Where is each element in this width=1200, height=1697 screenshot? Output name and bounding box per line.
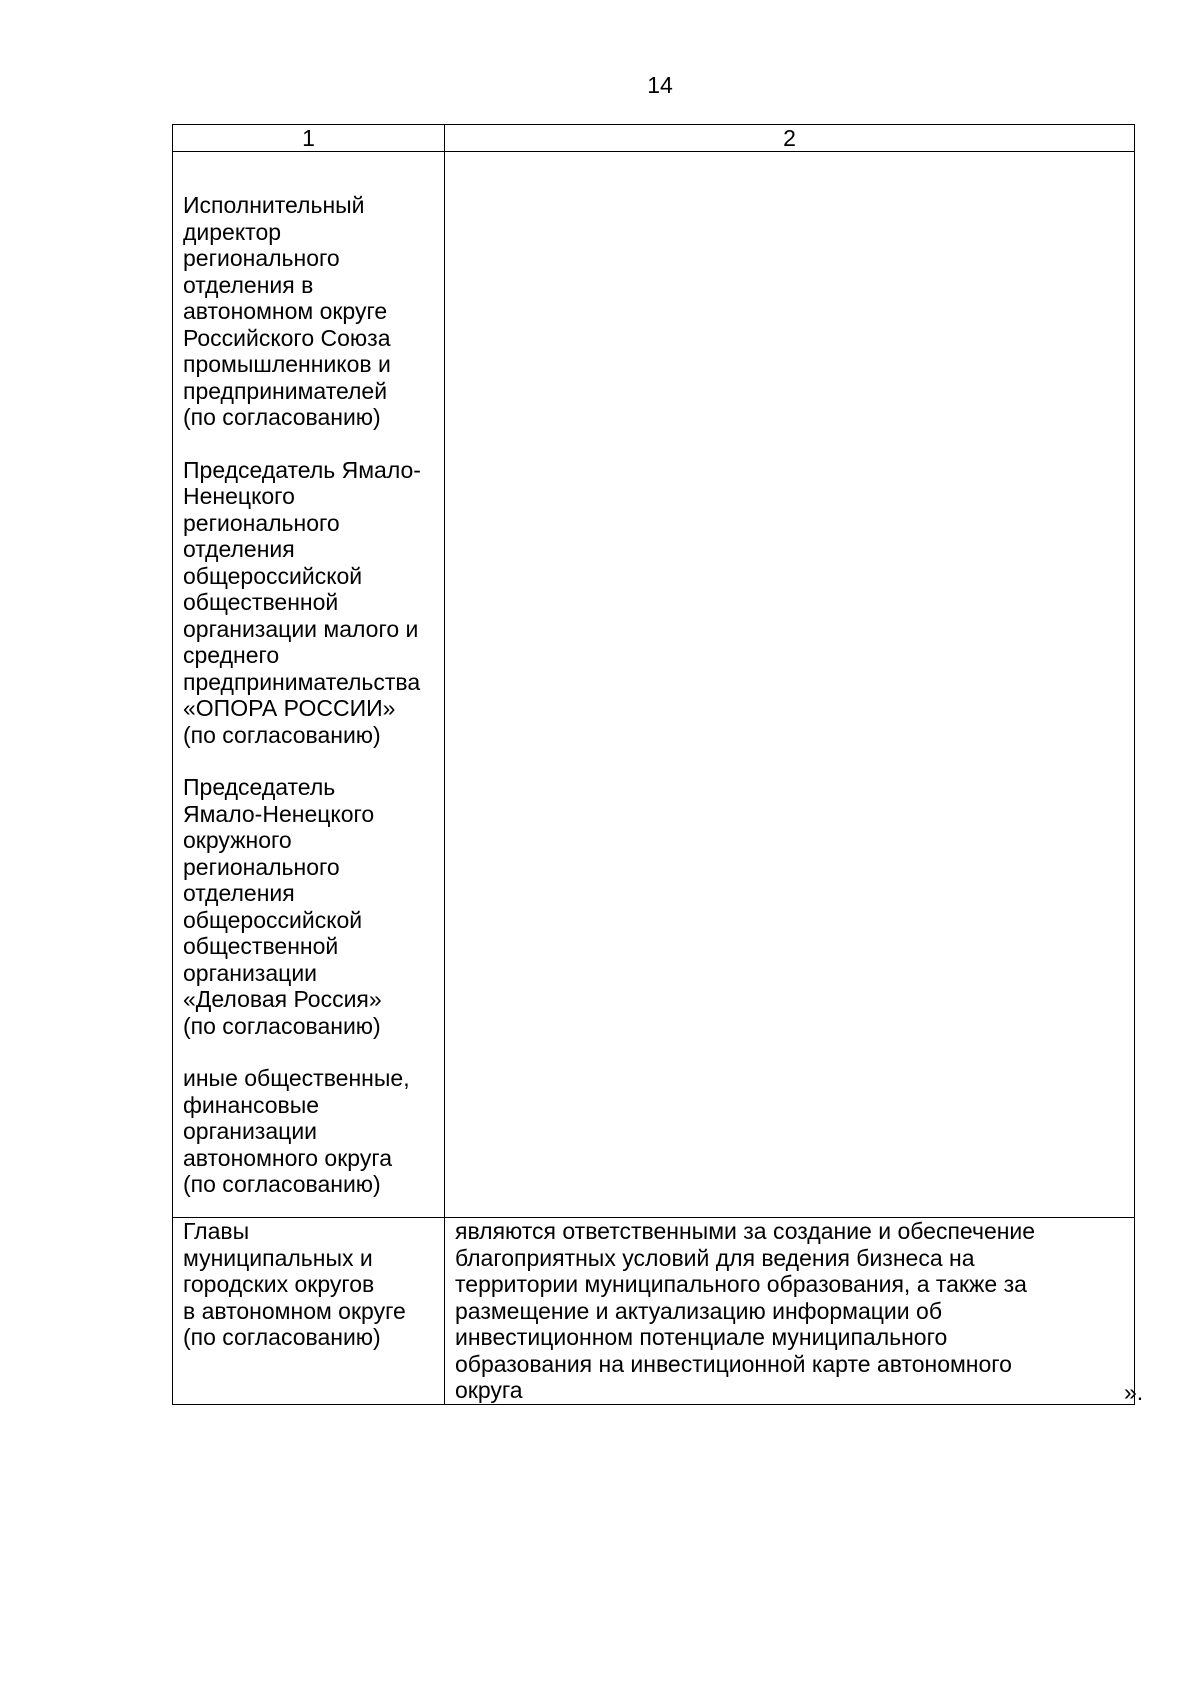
table-header-row — [173, 125, 1135, 152]
member-entry-other-organizations: иные общественные, финансовые организации автономного округа (по согласованию) — [183, 1065, 410, 1197]
municipal-heads-text: Главы муниципальных и городских округов в автономном округе (по согласованию) — [183, 1218, 406, 1350]
municipal-heads-cell — [173, 1218, 445, 1405]
table-row — [173, 152, 1135, 1218]
closing-quote-mark: ». — [1124, 1379, 1144, 1405]
table-row — [173, 1218, 1135, 1405]
page-number: 14 — [647, 72, 673, 98]
column-header-1: 1 — [173, 125, 445, 152]
column-header-2: 2 — [445, 125, 1135, 152]
document-table — [172, 124, 1135, 1405]
members-cell — [173, 152, 445, 1218]
responsibility-cell-empty — [445, 152, 1135, 1218]
responsibility-cell — [445, 1218, 1135, 1405]
member-entry-opora: Председатель Ямало- Ненецкого регионального отделения общероссийской общественной организации малого и среднего предпринимательства «ОПОРА РОССИИ» (по согласованию) — [183, 456, 421, 748]
responsibility-text: являются ответственными за создание и обеспечение благоприятных условий для ведения бизнеса на территории муниципального образования, а также за размещение и актуализацию информации об инвестиционном потенциале муниципального образования на инвестиционной карте автономного округа — [455, 1218, 1036, 1403]
member-entry-rspp: Исполнительный директор регионального отделения в автономном округе Российского Союза промышленников и предпринимателей (по согласованию) — [183, 192, 391, 430]
member-entry-delovaya-rossiya: Председатель Ямало-Ненецкого окружного регионального отделения общероссийской общественной организации «Деловая Россия» (по согласованию) — [183, 774, 382, 1039]
